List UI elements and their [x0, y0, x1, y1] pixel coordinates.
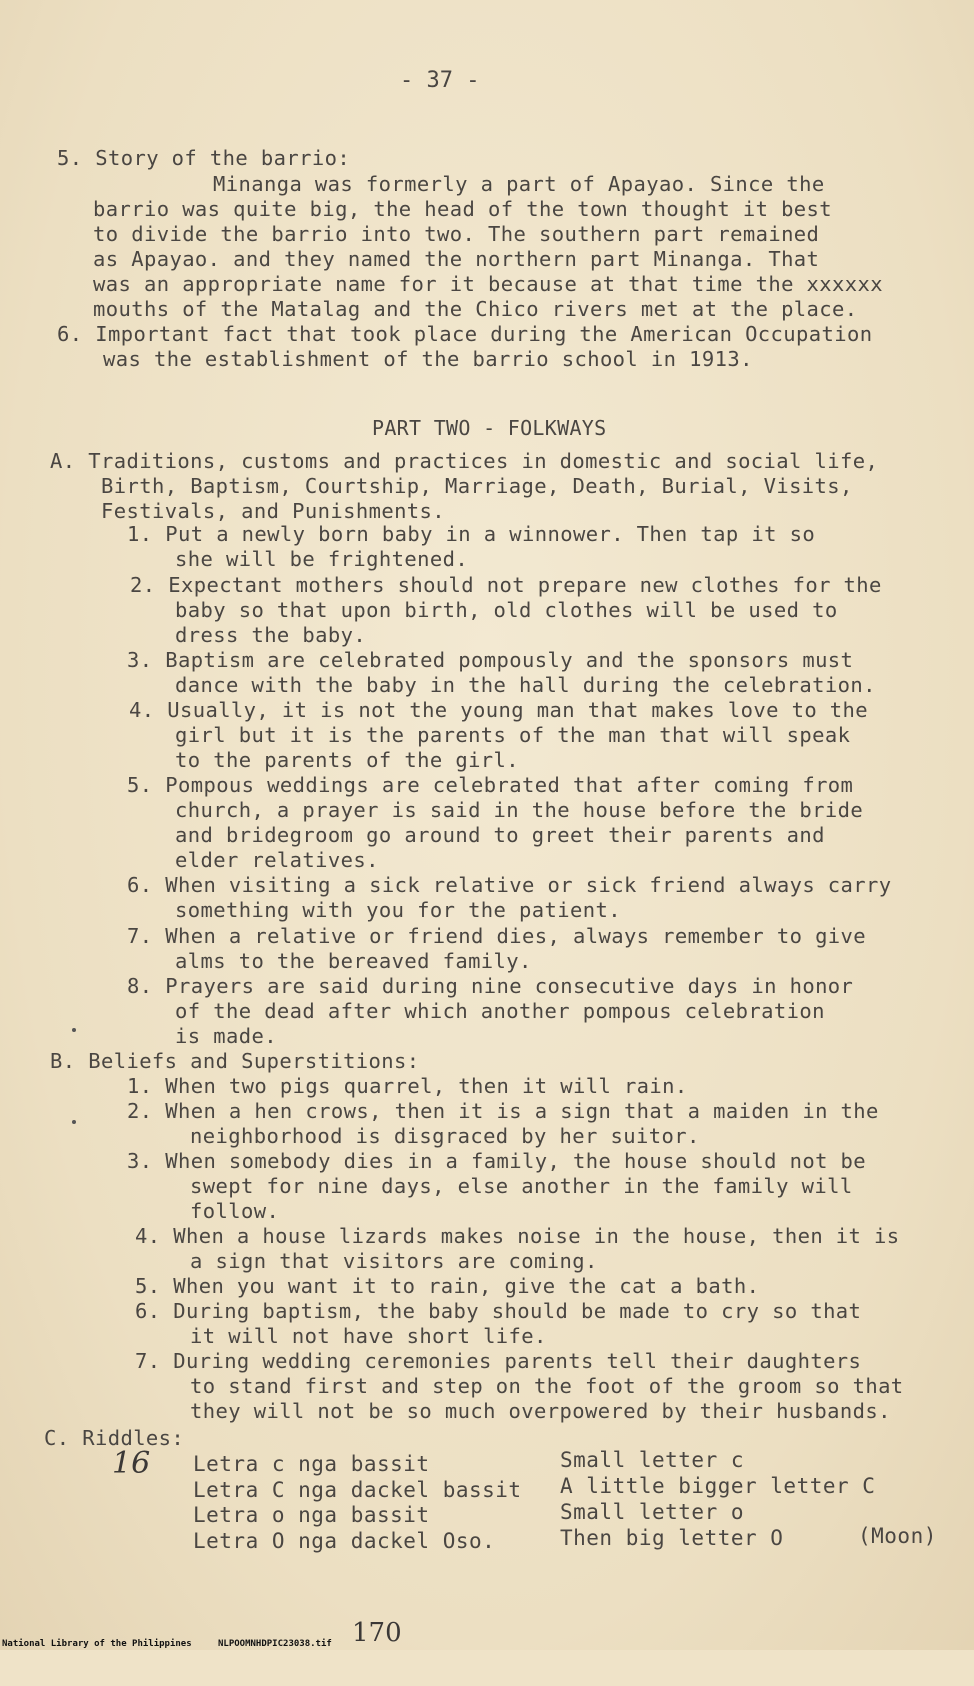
sectionB-item: 6. During baptism, the baby should be made to cry so that	[135, 1299, 862, 1323]
sectionA-item: girl but it is the parents of the man that will speak	[175, 723, 851, 747]
sectionA-item: and bridegroom go around to greet their parents and	[175, 823, 825, 847]
sectionA-item: dance with the baby in the hall during the celebration.	[175, 673, 876, 697]
sectionB-item: 5. When you want it to rain, give the cat a bath.	[135, 1274, 760, 1298]
page-number: - 37 -	[400, 68, 480, 93]
section6-line: 6. Important fact that took place during the American Occupation	[57, 322, 873, 346]
section6-line: was the establishment of the barrio school in 1913.	[103, 347, 753, 371]
ink-speck	[72, 1028, 76, 1032]
sectionB-item: 1. When two pigs quarrel, then it will rain.	[127, 1074, 688, 1098]
riddle-left: Letra C nga dackel bassit	[193, 1478, 522, 1502]
sectionA-item: something with you for the patient.	[175, 898, 621, 922]
sectionB-item: 4. When a house lizards makes noise in the house, then it is	[135, 1224, 900, 1248]
scan-footer	[0, 1638, 974, 1650]
sectionA-item: she will be frightened.	[175, 547, 469, 571]
sectionB-item: 7. During wedding ceremonies parents tell their daughters	[135, 1349, 862, 1373]
sectionA-item: 3. Baptism are celebrated pompously and the sponsors must	[127, 648, 854, 672]
riddle-right: Small letter c	[560, 1448, 745, 1472]
ink-speck	[72, 1120, 76, 1124]
sectionA-item: to the parents of the girl.	[175, 748, 520, 772]
sectionA-item: 2. Expectant mothers should not prepare new clothes for the	[130, 573, 882, 597]
riddle-left: Letra O nga dackel Oso.	[193, 1529, 496, 1553]
sectionA-item: 6. When visiting a sick relative or sick friend always carry	[127, 873, 892, 897]
sectionB-item: follow.	[190, 1199, 280, 1223]
sectionB-item: swept for nine days, else another in the family will	[190, 1174, 853, 1198]
sectionB-item: 3. When somebody dies in a family, the house should not be	[127, 1149, 867, 1173]
section5-line: mouths of the Matalag and the Chico rivers met at the place.	[93, 297, 858, 321]
sectionA-item: elder relatives.	[175, 848, 379, 872]
sectionA-item: 4. Usually, it is not the young man that makes love to the	[129, 698, 869, 722]
sectionB-item: to stand first and step on the foot of the groom so that	[190, 1374, 904, 1398]
sectionB-heading: B. Beliefs and Superstitions:	[50, 1049, 420, 1073]
sectionA-item: baby so that upon birth, old clothes will be used to	[175, 598, 838, 622]
riddle-right: A little bigger letter C	[560, 1474, 876, 1498]
sectionA-item: dress the baby.	[175, 623, 367, 647]
sectionA-item: is made.	[175, 1024, 277, 1048]
sectionB-item: neighborhood is disgraced by her suitor.	[190, 1124, 700, 1148]
handwritten-number: 16	[112, 1446, 151, 1481]
footer-file: NLPOOMNHDPIC23038.tif	[218, 1639, 332, 1649]
sectionA-item: 1. Put a newly born baby in a winnower. Then tap it so	[127, 522, 816, 546]
sectionA-item: 5. Pompous weddings are celebrated that after coming from	[127, 773, 854, 797]
sectionA-item: 7. When a relative or friend dies, always remember to give	[127, 924, 867, 948]
sectionA-line: Festivals, and Punishments.	[101, 499, 446, 523]
section5-line: barrio was quite big, the head of the town thought it best	[93, 197, 833, 221]
section5-heading: 5. Story of the barrio:	[57, 146, 351, 170]
footer-library: National Library of the Philippines	[2, 1639, 192, 1649]
section5-line: Minanga was formerly a part of Apayao. Since the	[213, 172, 825, 196]
riddle-right: Then big letter O	[560, 1526, 784, 1550]
sectionA-item: alms to the bereaved family.	[175, 949, 532, 973]
sectionA-item: church, a prayer is said in the house before the bride	[175, 798, 864, 822]
section5-line: as Apayao. and they named the northern part Minanga. That	[93, 247, 820, 271]
riddle-right: Small letter o	[560, 1500, 745, 1524]
sectionA-line: A. Traditions, customs and practices in domestic and social life,	[50, 449, 879, 473]
section5-line: to divide the barrio into two. The southern part remained	[93, 222, 820, 246]
sectionA-item: of the dead after which another pompous celebration	[175, 999, 825, 1023]
sectionA-line: Birth, Baptism, Courtship, Marriage, Death, Burial, Visits,	[101, 474, 853, 498]
section5-line: was an appropriate name for it because at that time the xxxxxx	[93, 272, 884, 296]
sectionB-item: 2. When a hen crows, then it is a sign that a maiden in the	[127, 1099, 879, 1123]
riddle-left: Letra o nga bassit	[193, 1503, 430, 1527]
sectionB-item: a sign that visitors are coming.	[190, 1249, 598, 1273]
part-two-heading: PART TWO - FOLKWAYS	[372, 416, 607, 440]
handwritten-page-number: 170	[352, 1618, 402, 1648]
sectionA-item: 8. Prayers are said during nine consecutive days in honor	[127, 974, 854, 998]
riddle-left: Letra c nga bassit	[193, 1452, 430, 1476]
sectionB-item: it will not have short life.	[190, 1324, 547, 1348]
sectionC-heading: C. Riddles:	[44, 1426, 185, 1450]
sectionB-item: they will not be so much overpowered by their husbands.	[190, 1399, 891, 1423]
riddle-answer: (Moon)	[858, 1524, 937, 1548]
